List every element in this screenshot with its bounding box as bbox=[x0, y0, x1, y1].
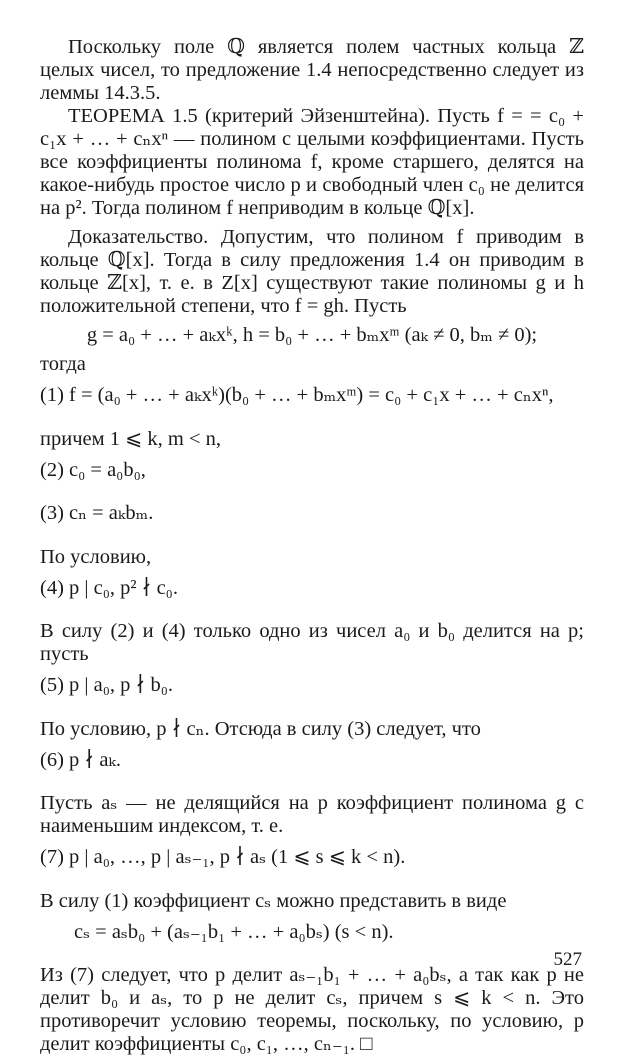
formula-cs: cₛ = aₛb₀ + (aₛ₋₁b₁ + … + a₀bₛ) (s < n). bbox=[74, 920, 394, 943]
equation-5: (5) p | a₀, p ∤ b₀. bbox=[40, 674, 173, 696]
proof-paragraph: Доказательство. Допустим, что полином f приводим в кольце ℚ[x]. Тогда в силу предложения 1.4 он приводим в кольце ℤ[x], т. е. в Z[x] существуют такие полиномы g и h положительной степени, что f = gh. Пусть bbox=[40, 226, 584, 317]
text-by-1: В силу (1) коэффициент cₛ можно представить в виде bbox=[40, 889, 507, 912]
theorem-statement: ТЕОРЕМА 1.5 (критерий Эйзенштейна). Пусть f = = c₀ + c₁x + … + cₙxⁿ — полином с целыми коэффициентами. Пусть все коэффициенты полинома f, кроме старшего, делятся на какое-нибудь простое число p и свободный член c₀ не делится на p². Тогда полином f неприводим в кольце ℚ[x]. bbox=[40, 105, 584, 219]
paragraph-intro: Поскольку поле ℚ является полем частных кольца ℤ целых чисел, то предложение 1.4 непосредственно следует из леммы 14.3.5. bbox=[40, 36, 584, 104]
text-then: тогда bbox=[40, 353, 86, 375]
equation-7: (7) p | a₀, …, p | aₛ₋₁, p ∤ aₛ (1 ⩽ s ⩽ k < n). bbox=[40, 846, 406, 868]
formula-g-h: g = a₀ + … + aₖxᵏ, h = b₀ + … + bₘxᵐ (aₖ ≠ 0, bₘ ≠ 0); bbox=[86, 324, 538, 346]
text-by-condition-1: По условию, bbox=[40, 545, 152, 568]
equation-3: (3) cₙ = aₖbₘ. bbox=[40, 502, 154, 524]
text-by-2-4: В силу (2) и (4) только одно из чисел a₀ и b₀ делится на p; пусть bbox=[40, 620, 584, 665]
page-number: 527 bbox=[553, 949, 582, 970]
text-let-as: Пусть aₛ — не делящийся на p коэффициент полинома g с наименьшим индексом, т. е. bbox=[40, 792, 584, 837]
text-by-condition-2: По условию, p ∤ cₙ. Отсюда в силу (3) следует, что bbox=[40, 717, 481, 740]
conclusion-paragraph: Из (7) следует, что p делит aₛ₋₁b₁ + … + a₀bₛ, а так как p не делит b₀ и aₛ, то p не делит cₛ, причем s ⩽ k < n. Это противоречит условию теоремы, поскольку, по условию, p делит коэффициенты c₀, c₁, …, cₙ₋₁. □ bbox=[40, 964, 584, 1055]
equation-4: (4) p | c₀, p² ∤ c₀. bbox=[40, 576, 178, 599]
equation-1: (1) f = (a₀ + … + aₖxᵏ)(b₀ + … + bₘxᵐ) = c₀ + c₁x + … + cₙxⁿ, bbox=[40, 384, 554, 406]
equation-1-condition: причем 1 ⩽ k, m < n, bbox=[40, 427, 222, 450]
equation-6: (6) p ∤ aₖ. bbox=[40, 748, 122, 771]
equation-2: (2) c₀ = a₀b₀, bbox=[40, 458, 146, 481]
